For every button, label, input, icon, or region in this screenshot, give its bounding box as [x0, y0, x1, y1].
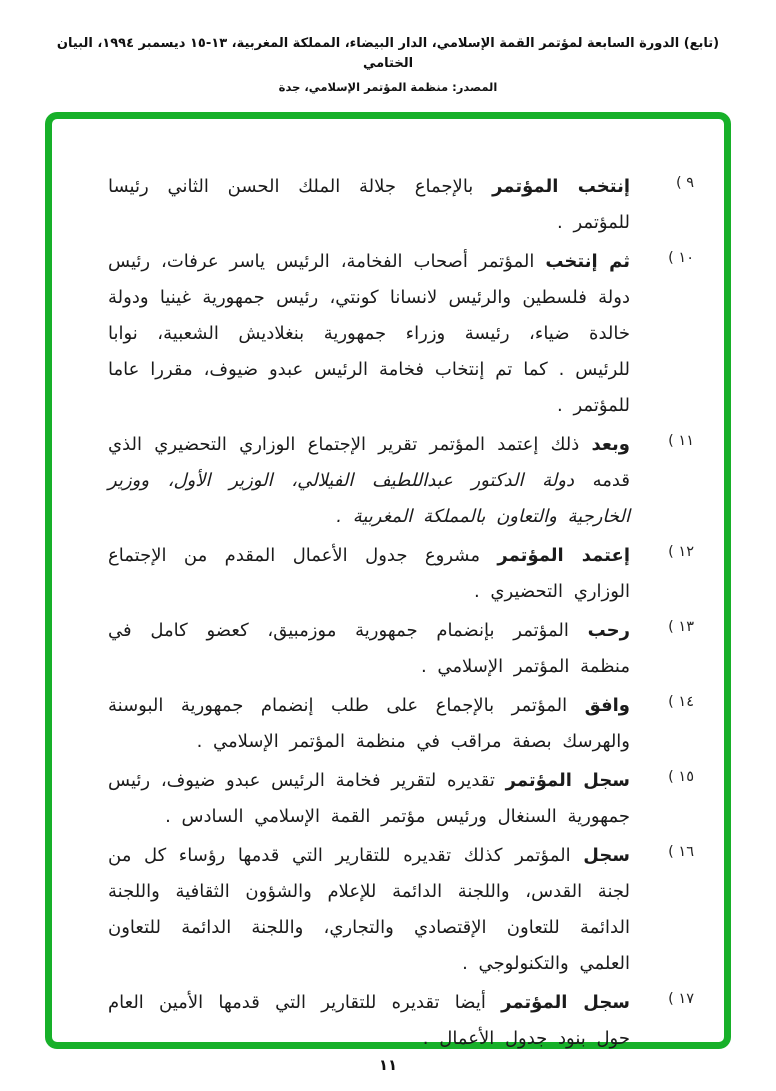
list-item [108, 985, 694, 1057]
item-text: تقديره لتقرير فخامة الرئيس عبدو ضيوف، رئيس جمهورية السنغال ورئيس مؤتمر القمة الإسلامي السادس . [108, 770, 630, 827]
item-text: المؤتمر كذلك تقديره للتقارير التي قدمها رؤساء كل من لجنة القدس، واللجنة الدائمة للإعلام والشؤون الثقافية واللجنة الدائمة للتعاون الإقتصادي والتجاري، واللجنة الدائمة للتعاون العلمي والتكنولوجي . [108, 845, 630, 974]
item-text: المؤتمر بالإجماع على طلب إنضمام جمهورية البوسنة والهرسك بصفة مراقب في منظمة المؤتمر الإسلامي . [108, 695, 630, 752]
item-number: ( ١١ [668, 433, 694, 449]
item-lead: سجل المؤتمر [501, 992, 630, 1013]
page-number: ١١ [378, 1056, 398, 1074]
list-item [108, 763, 694, 835]
list-item [108, 838, 694, 982]
item-paragraph [108, 613, 630, 685]
item-lead: رحب [587, 620, 630, 641]
item-number: ( ٩ [675, 175, 694, 191]
item-number: ( ١٣ [668, 619, 694, 635]
item-lead: إعتمد المؤتمر [497, 545, 630, 566]
item-paragraph [108, 688, 630, 760]
item-text: المؤتمر أصحاب الفخامة، الرئيس ياسر عرفات، رئيس دولة فلسطين والرئيس لانسانا كونتي، رئيس جمهورية غينيا ودولة خالدة ضياء، رئيسة وزراء جمهورية بنغلاديش الشعبية، نوابا للرئيس . كما تم إنتخاب فخامة الرئيس عبدو ضيوف، مقررا عاما للمؤتمر . [108, 251, 630, 416]
item-text: ذلك إعتمد المؤتمر تقرير الإجتماع الوزاري التحضيري الذي قدمه [108, 434, 630, 491]
item-paragraph [108, 985, 630, 1057]
item-paragraph [108, 169, 630, 241]
item-text: أيضا تقديره للتقارير التي قدمها الأمين العام حول بنود جدول الأعمال . [108, 992, 630, 1049]
item-number: ( ١٢ [668, 544, 694, 560]
item-text: مشروع جدول الأعمال المقدم من الإجتماع الوزاري التحضيري . [108, 545, 630, 602]
item-number: ( ١٥ [668, 769, 694, 785]
item-paragraph [108, 538, 630, 610]
item-paragraph [108, 838, 630, 982]
list-item [108, 613, 694, 685]
item-number: ( ١٧ [668, 991, 694, 1007]
item-paragraph [108, 763, 630, 835]
item-italic: دولة الدكتور عبداللطيف الفيلالي، الوزير الأول، ووزير الخارجية والتعاون بالمملكة المغربية . [108, 470, 630, 527]
item-lead: سجل [583, 845, 630, 866]
list-item [108, 427, 694, 535]
item-lead: وافق [584, 695, 630, 716]
item-number: ( ١٦ [668, 844, 694, 860]
document-header [0, 34, 776, 96]
item-number: ( ١٤ [668, 694, 694, 710]
item-lead: إنتخب المؤتمر [492, 176, 631, 197]
item-lead: سجل المؤتمر [505, 770, 630, 791]
item-text: بالإجماع جلالة الملك الحسن الثاني رئيسا للمؤتمر . [108, 176, 630, 233]
item-lead: ثم إنتخب [545, 251, 630, 272]
list-item [108, 244, 694, 424]
numbered-list [52, 119, 724, 1057]
item-number: ( ١٠ [668, 250, 694, 266]
header-title-line: (تابع) الدورة السابعة لمؤتمر القمة الإسلامي، الدار البيضاء، المملكة المغربية، ‪١٣-١٥‬ ديسمبر ١٩٩٤، البيان الختامي [56, 36, 720, 71]
green-border-frame [45, 112, 731, 1049]
list-item [108, 169, 694, 241]
item-text: المؤتمر بإنضمام جمهورية موزمبيق، كعضو كامل في منظمة المؤتمر الإسلامي . [108, 620, 630, 677]
list-item [108, 538, 694, 610]
list-item [108, 688, 694, 760]
item-paragraph [108, 427, 630, 535]
header-source-line: المصدر: منظمة المؤتمر الإسلامي، جدة [278, 80, 498, 94]
item-paragraph [108, 244, 630, 424]
item-lead: وبعد [591, 434, 630, 455]
